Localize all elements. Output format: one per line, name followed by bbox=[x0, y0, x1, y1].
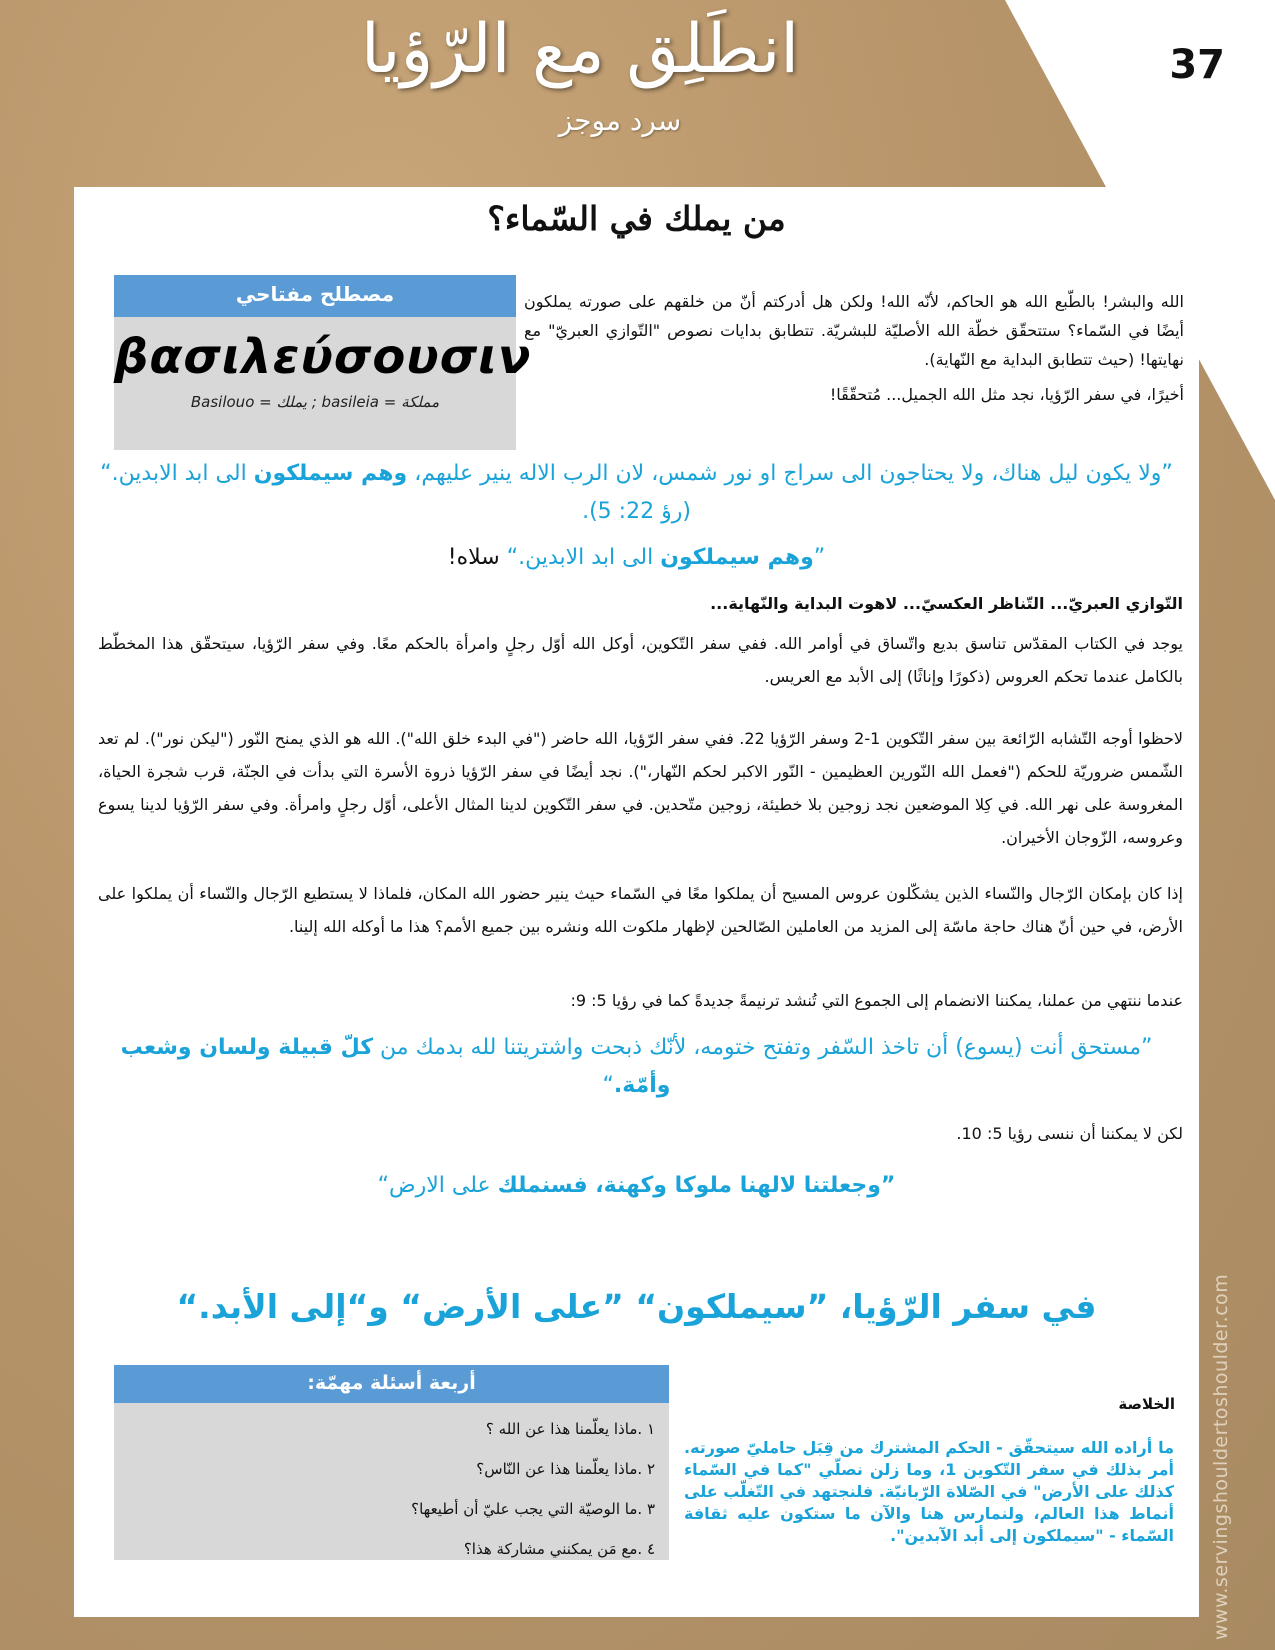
verse-emphasis: كلّ قبيلة ولسان وشعب وأمّة. bbox=[120, 1035, 671, 1098]
verse-emphasis: وهم سيملكون bbox=[660, 545, 814, 570]
questions-list bbox=[114, 1403, 669, 1569]
verse-text: ”مستحق أنت (يسوع) أن تاخذ السّفر وتفتح ختومه، لأنّك ذبحت واشتريتنا لله بدمك من bbox=[373, 1035, 1153, 1060]
page-title: من يملك في السّماء؟ bbox=[487, 199, 786, 238]
verse-quote bbox=[94, 1167, 1179, 1205]
intro-paragraph: الله والبشر! بالطّبع الله هو الحاكم، لأنّه الله! ولكن هل أدركتم أنّ من خلقهم على صورته يملكون أيضًا في السّماء؟ ستتحقّق خطّة الله الأصليّة للبشريّة. تتطابق بدايات نصوص "التّوازي العبريّ" مع نهايتها! (حيث تتطابق البداية مع النّهاية). bbox=[524, 292, 1184, 369]
subheading-text: التّوازي العبريّ... التّناظر العكسيّ... لاهوت البداية والنّهاية... bbox=[710, 594, 1183, 613]
intro-text bbox=[524, 287, 1184, 415]
key-term-heading: مصطلح مفتاحي bbox=[114, 275, 516, 317]
verse-quote bbox=[94, 1029, 1179, 1105]
verse-quote bbox=[94, 539, 1179, 577]
key-term-box bbox=[114, 275, 532, 450]
questions-heading: أربعة أسئلة مهمّة: bbox=[114, 1365, 669, 1403]
verse-emphasis: ”وجعلتنا لالهنا ملوكا وكهنة، فسنملك bbox=[497, 1173, 896, 1198]
content-sheet bbox=[74, 187, 1199, 1617]
website-watermark: www.servingshouldertoshoulder.com bbox=[1210, 1273, 1232, 1640]
book-subtitle: سرد موجز bbox=[558, 104, 682, 137]
verse-text: الى ابد الابدين.“ (رؤ 22: 5). bbox=[100, 461, 691, 524]
question-item: ٣ .ما الوصيّة التي يجب عليّ أن أطيعها؟ bbox=[411, 1500, 655, 1518]
verse-text: على الارض“ bbox=[377, 1173, 498, 1198]
body-paragraph: لكن لا يمكننا أن ننسى رؤيا 5: 10. bbox=[956, 1124, 1183, 1143]
verse-text: ”ولا يكون ليل هناك، ولا يحتاجون الى سراج او نور شمس، لان الرب الاله ينير عليهم، bbox=[407, 461, 1173, 486]
summary-text: ما أراده الله سيتحقّق - الحكم المشترك من قِبَل حامليّ صورته. أمر بذلك في سفر التّكوين 1، وما زلن نصلّي "كما في السّماء كذلك على الأرض" في الصّلاة الرّبانيّة. فلنجتهد في التّغلّب على أنماط هذا العالم، ولنمارس هنا والآن ما ستكون عليه ثقافة السّماء - "سيملكون إلى أبد الآبدين". bbox=[684, 1438, 1174, 1545]
body-paragraph: يوجد في الكتاب المقدّس تناسق بديع واتّساق في أوامر الله. ففي سفر التّكوين، أوكل الله أوّل رجلٍ وامرأة بالحكم معًا. وفي سفر الرّؤيا، سيتحقّق هذا المخطّط بالكامل عندما تحكم العروس (ذكورًا وإناثًا) إلى الأبد مع العريس. bbox=[98, 634, 1183, 686]
body-paragraph: إذا كان بإمكان الرّجال والنّساء الذين يشكّلون عروس المسيح أن يملكوا معًا في السّماء حيث ينير حضور الله المكان، فلماذا لا يستطيع الرّجال والنّساء أن يملكوا على الأرض، في حين أنّ هناك حاجة ماسّة إلى المزيد من العاملين الصّالحين لإظهار ملكوت الله ونشره بين جميع الأمم؟ هذا ما أوكله الله إلينا. bbox=[98, 884, 1183, 936]
book-title: انطَلِق مع الرّؤيا bbox=[360, 10, 800, 89]
page-number: 37 bbox=[1169, 42, 1225, 88]
verse-emphasis: وهم سيملكون bbox=[253, 461, 408, 486]
summary-label: الخلاصة bbox=[1118, 1395, 1175, 1413]
verse-text: ” bbox=[813, 545, 826, 570]
verse-text: الى ابد الابدين.“ bbox=[506, 545, 661, 570]
verse-quote bbox=[94, 455, 1179, 531]
verse-text: “ bbox=[602, 1073, 614, 1098]
key-term-gloss: Basilouo = يملك ; basileia = مملكة bbox=[190, 393, 440, 411]
intro-paragraph: أخيرًا، في سفر الرّؤيا، نجد مثل الله الجميل... مُتحقّقًا! bbox=[829, 385, 1184, 404]
section-subheading bbox=[98, 587, 1183, 620]
body-paragraph: عندما ننتهي من عملنا، يمكننا الانضمام إلى الجموع التي تُنشد ترنيمةً جديدةً كما في رؤيا 5: 9: bbox=[570, 991, 1183, 1010]
question-item: ١ .ماذا يعلّمنا هذا عن الله ؟ bbox=[485, 1420, 655, 1438]
questions-box bbox=[114, 1365, 669, 1560]
body-paragraph: لاحظوا أوجه التّشابه الرّائعة بين سفر التّكوين 1-2 وسفر الرّؤيا 22. ففي سفر الرّؤيا، الله حاضر ("في البدء خلق الله"). الله هو الذي يمنح النّور ("ليكن نور"). لم تعد الشّمس ضروريّة للحكم ("فعمل الله النّورين العظيمين - النّور الاكبر لحكم النّهار،"). نجد أيضًا في سفر الرّؤيا ذروة الأسرة التي بدأت في الجنّة، قرب شجرة الحياة، المغروسة على نهر الله. في كِلا الموضعين نجد زوجين بلا خطيئة، زوجين متّحدين. في سفر التّكوين لدينا المثال الأعلى، أوّل رجلٍ وامرأة. وفي سفر الرّؤيا لدينا يسوع وعروسه، الزّوجان الأخيران. bbox=[98, 729, 1184, 847]
greek-word: βασιλεύσουσιν bbox=[114, 329, 532, 385]
question-item: ٢ .ماذا يعلّمنا هذا عن النّاس؟ bbox=[476, 1460, 655, 1478]
question-item: ٤ .مع مَن يمكنني مشاركة هذا؟ bbox=[463, 1540, 655, 1558]
verse-suffix: سلاه! bbox=[447, 545, 507, 570]
key-statement: في سفر الرّؤيا، ”سيملكون“ ”على الأرض“ و“إلى الأبد.“ bbox=[176, 1287, 1097, 1326]
